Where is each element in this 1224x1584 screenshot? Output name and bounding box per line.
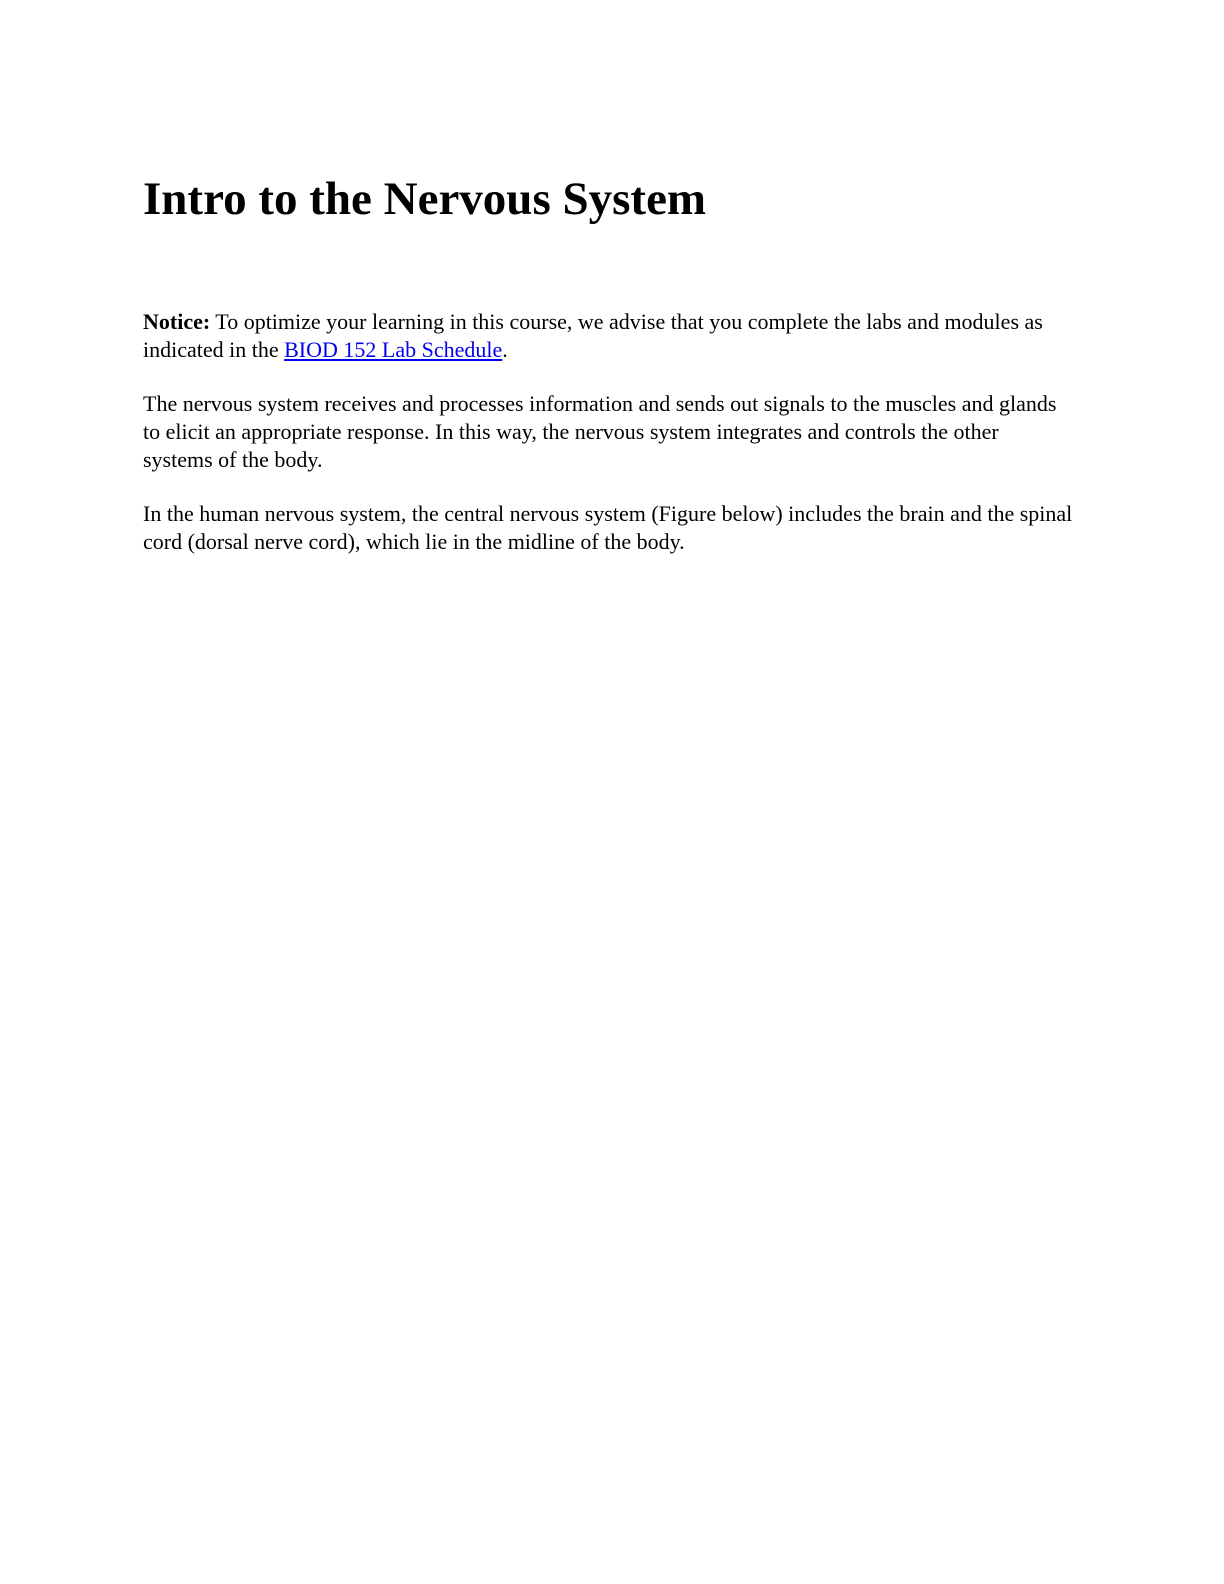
notice-paragraph — [143, 308, 1073, 364]
body-paragraph-2: In the human nervous system, the central nervous system (Figure below) includes the brain and the spinal cord (dorsal nerve cord), which lie in the midline of the body. — [143, 501, 1073, 554]
page-title: Intro to the Nervous System — [143, 173, 707, 225]
notice-text: To optimize your learning in this course, we advise that you complete the labs and modules as indicated in the — [143, 309, 1043, 362]
body-paragraph-1: The nervous system receives and processes information and sends out signals to the muscles and glands to elicit an appropriate response. In this way, the nervous system integrates and controls the other systems of the body. — [143, 391, 1057, 472]
lab-schedule-link[interactable]: BIOD 152 Lab Schedule — [284, 337, 503, 362]
notice-text-end: . — [502, 337, 508, 362]
notice-label: Notice: — [143, 309, 211, 334]
